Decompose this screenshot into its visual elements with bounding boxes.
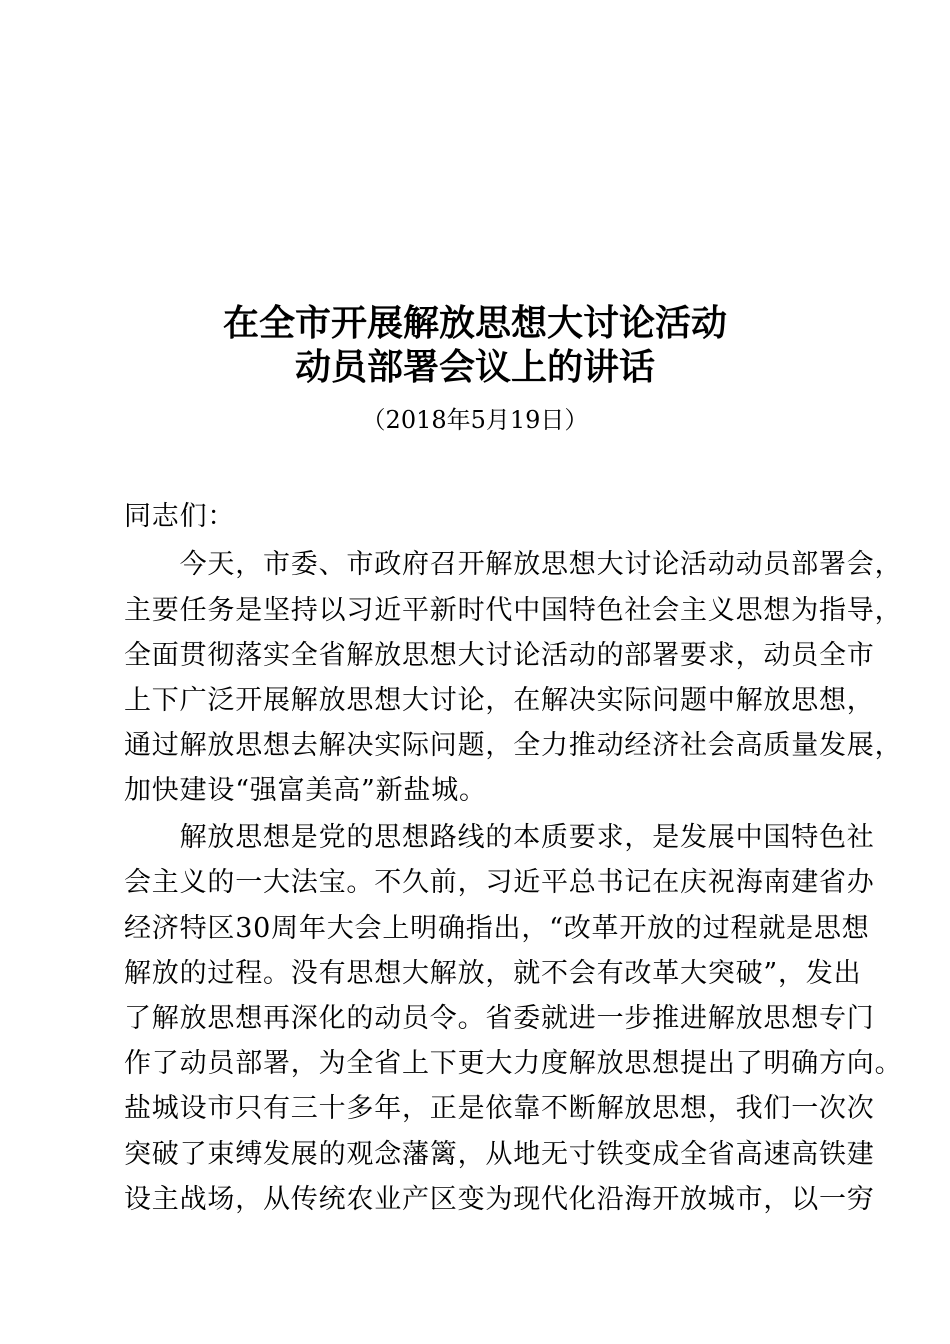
body-line: 解放思想是党的思想路线的本质要求，是发展中国特色社 xyxy=(124,822,875,853)
speech-date: （2018年5月19日） xyxy=(361,406,589,434)
body-line: 通过解放思想去解决实际问题，全力推动经济社会高质量发展， xyxy=(124,730,903,761)
body-line: 会主义的一大法宝。不久前，习近平总书记在庆祝海南建省办 xyxy=(124,867,875,898)
body-line: 突破了束缚发展的观念藩篱，从地无寸铁变成全省高速高铁建 xyxy=(124,1139,875,1170)
body-line: 作了动员部署，为全省上下更大力度解放思想提出了明确方向。 xyxy=(124,1048,903,1079)
salutation: 同志们： xyxy=(124,501,236,532)
body-line: 了解放思想再深化的动员令。省委就进一步推进解放思想专门 xyxy=(124,1003,875,1034)
body-line: 设主战场，从传统农业产区变为现代化沿海开放城市，以一穷 xyxy=(124,1184,875,1215)
body-line: 加快建设“强富美高”新盐城。 xyxy=(124,775,487,806)
body-line: 全面贯彻落实全省解放思想大讨论活动的部署要求，动员全市 xyxy=(124,640,875,671)
body-line: 盐城设市只有三十多年，正是依靠不断解放思想，我们一次次 xyxy=(124,1093,875,1124)
body-line: 上下广泛开展解放思想大讨论，在解决实际问题中解放思想， xyxy=(124,685,875,716)
body-line: 经济特区30周年大会上明确指出，“改革开放的过程就是思想 xyxy=(124,913,870,944)
body-line: 解放的过程。没有思想大解放，就不会有改革大突破”，发出 xyxy=(124,958,862,989)
body-line: 主要任务是坚持以习近平新时代中国特色社会主义思想为指导， xyxy=(124,595,903,626)
title-line-1: 在全市开展解放思想大讨论活动 xyxy=(222,302,727,344)
body-line: 今天，市委、市政府召开解放思想大讨论活动动员部署会， xyxy=(124,549,903,580)
title-line-2: 动员部署会议上的讲话 xyxy=(294,346,655,388)
